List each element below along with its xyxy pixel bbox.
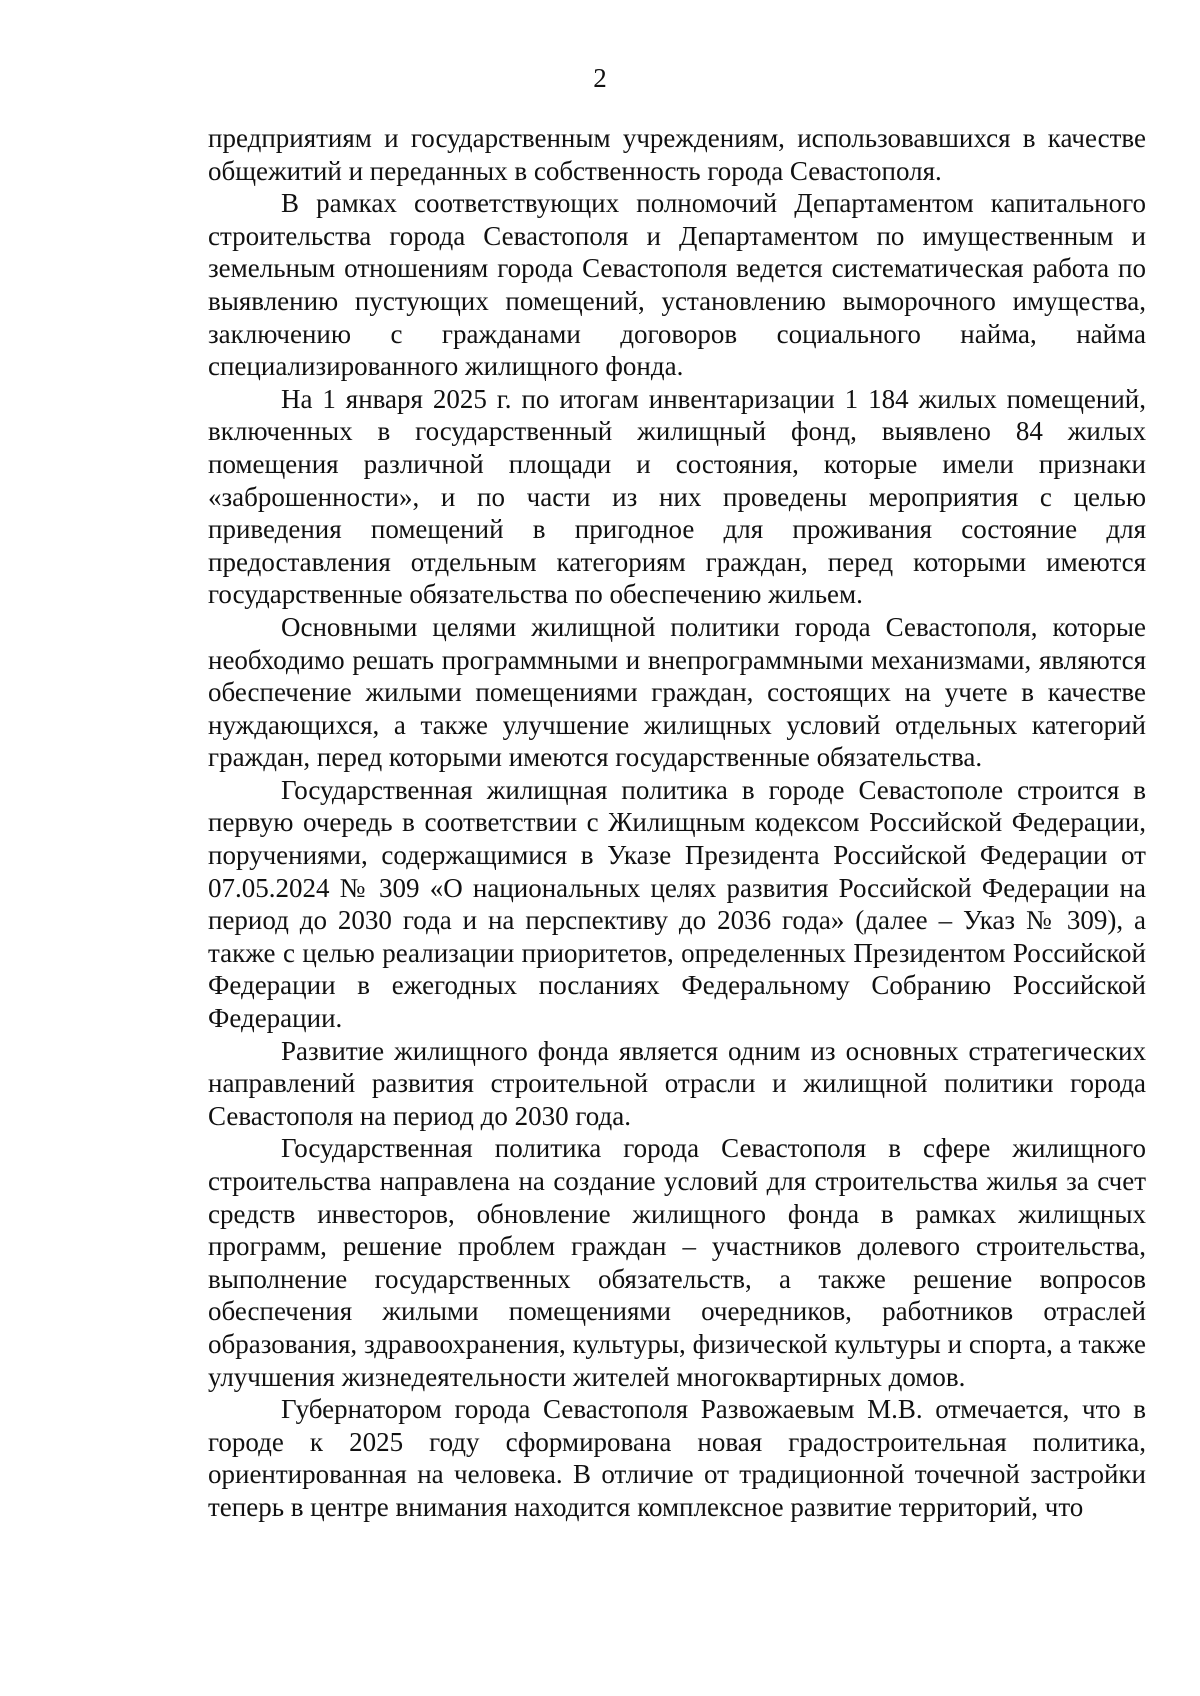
paragraph-inventory-2025: На 1 января 2025 г. по итогам инвентаризации 1 184 жилых помещений, включенных в государственный жилищный фонд, выявлено 84 жилых помещения различной площади и состояния, которые имели признаки «заброшенности», и по части из них проведены мероприятия с целью приведения помещений в пригодное для проживания состояние для предоставления отдельным категориям граждан, перед которыми имеются государственные обязательства по обеспечению жильем.: [208, 383, 1146, 610]
paragraph-construction-policy: Государственная политика города Севастополя в сфере жилищного строительства направлена на создание условий для строительства жилья за счет средств инвесторов, обновление жилищного фонда в рамках жилищных программ, решение проблем граждан – участников долевого строительства, выполнение государственных обязательств, а также решение вопросов обеспечения жилыми помещениями очередников, работников отраслей образования, здравоохранения, культуры, физической культуры и спорта, а также улучшения жизнедеятельности жителей многоквартирных домов.: [208, 1133, 1146, 1392]
paragraph-continuation: предприятиям и государственным учреждениям, использовавшихся в качестве общежитий и переданных в собственность города Севастополя.: [208, 123, 1146, 186]
page-number: 2: [593, 63, 607, 93]
paragraph-departments-work: В рамках соответствующих полномочий Департаментом капитального строительства города Севастополя и Департаментом по имущественным и земельным отношениям города Севастополя ведется систематическая работа по выявлению пустующих помещений, установлению выморочного имущества, заключению с гражданами договоров социального найма, найма специализированного жилищного фонда.: [208, 188, 1146, 382]
document-body: [208, 122, 1146, 1524]
paragraph-governor-statement: Губернатором города Севастополя Развожаевым М.В. отмечается, что в городе к 2025 году сформирована новая градостроительная политика, ориентированная на человека. В отличие от традиционной точечной застройки теперь в центре внимания находится комплексное развитие территорий, что: [208, 1394, 1146, 1522]
paragraph-housing-fund-development: Развитие жилищного фонда является одним из основных стратегических направлений развития строительной отрасли и жилищной политики города Севастополя на период до 2030 года.: [208, 1035, 1146, 1131]
paragraph-state-housing-policy: Государственная жилищная политика в городе Севастополе строится в первую очередь в соответствии с Жилищным кодексом Российской Федерации, поручениями, содержащимися в Указе Президента Российской Федерации от 07.05.2024 № 309 «О национальных целях развития Российской Федерации на период до 2030 года и на перспективу до 2036 года» (далее – Указ № 309), а также с целью реализации приоритетов, определенных Президентом Российской Федерации в ежегодных посланиях Федеральному Собранию Российской Федерации.: [208, 774, 1146, 1034]
paragraph-housing-policy-goals: Основными целями жилищной политики города Севастополя, которые необходимо решать программными и внепрограммными механизмами, являются обеспечение жилыми помещениями граждан, состоящих на учете в качестве нуждающихся, а также улучшение жилищных условий отдельных категорий граждан, перед которыми имеются государственные обязательства.: [208, 611, 1146, 773]
